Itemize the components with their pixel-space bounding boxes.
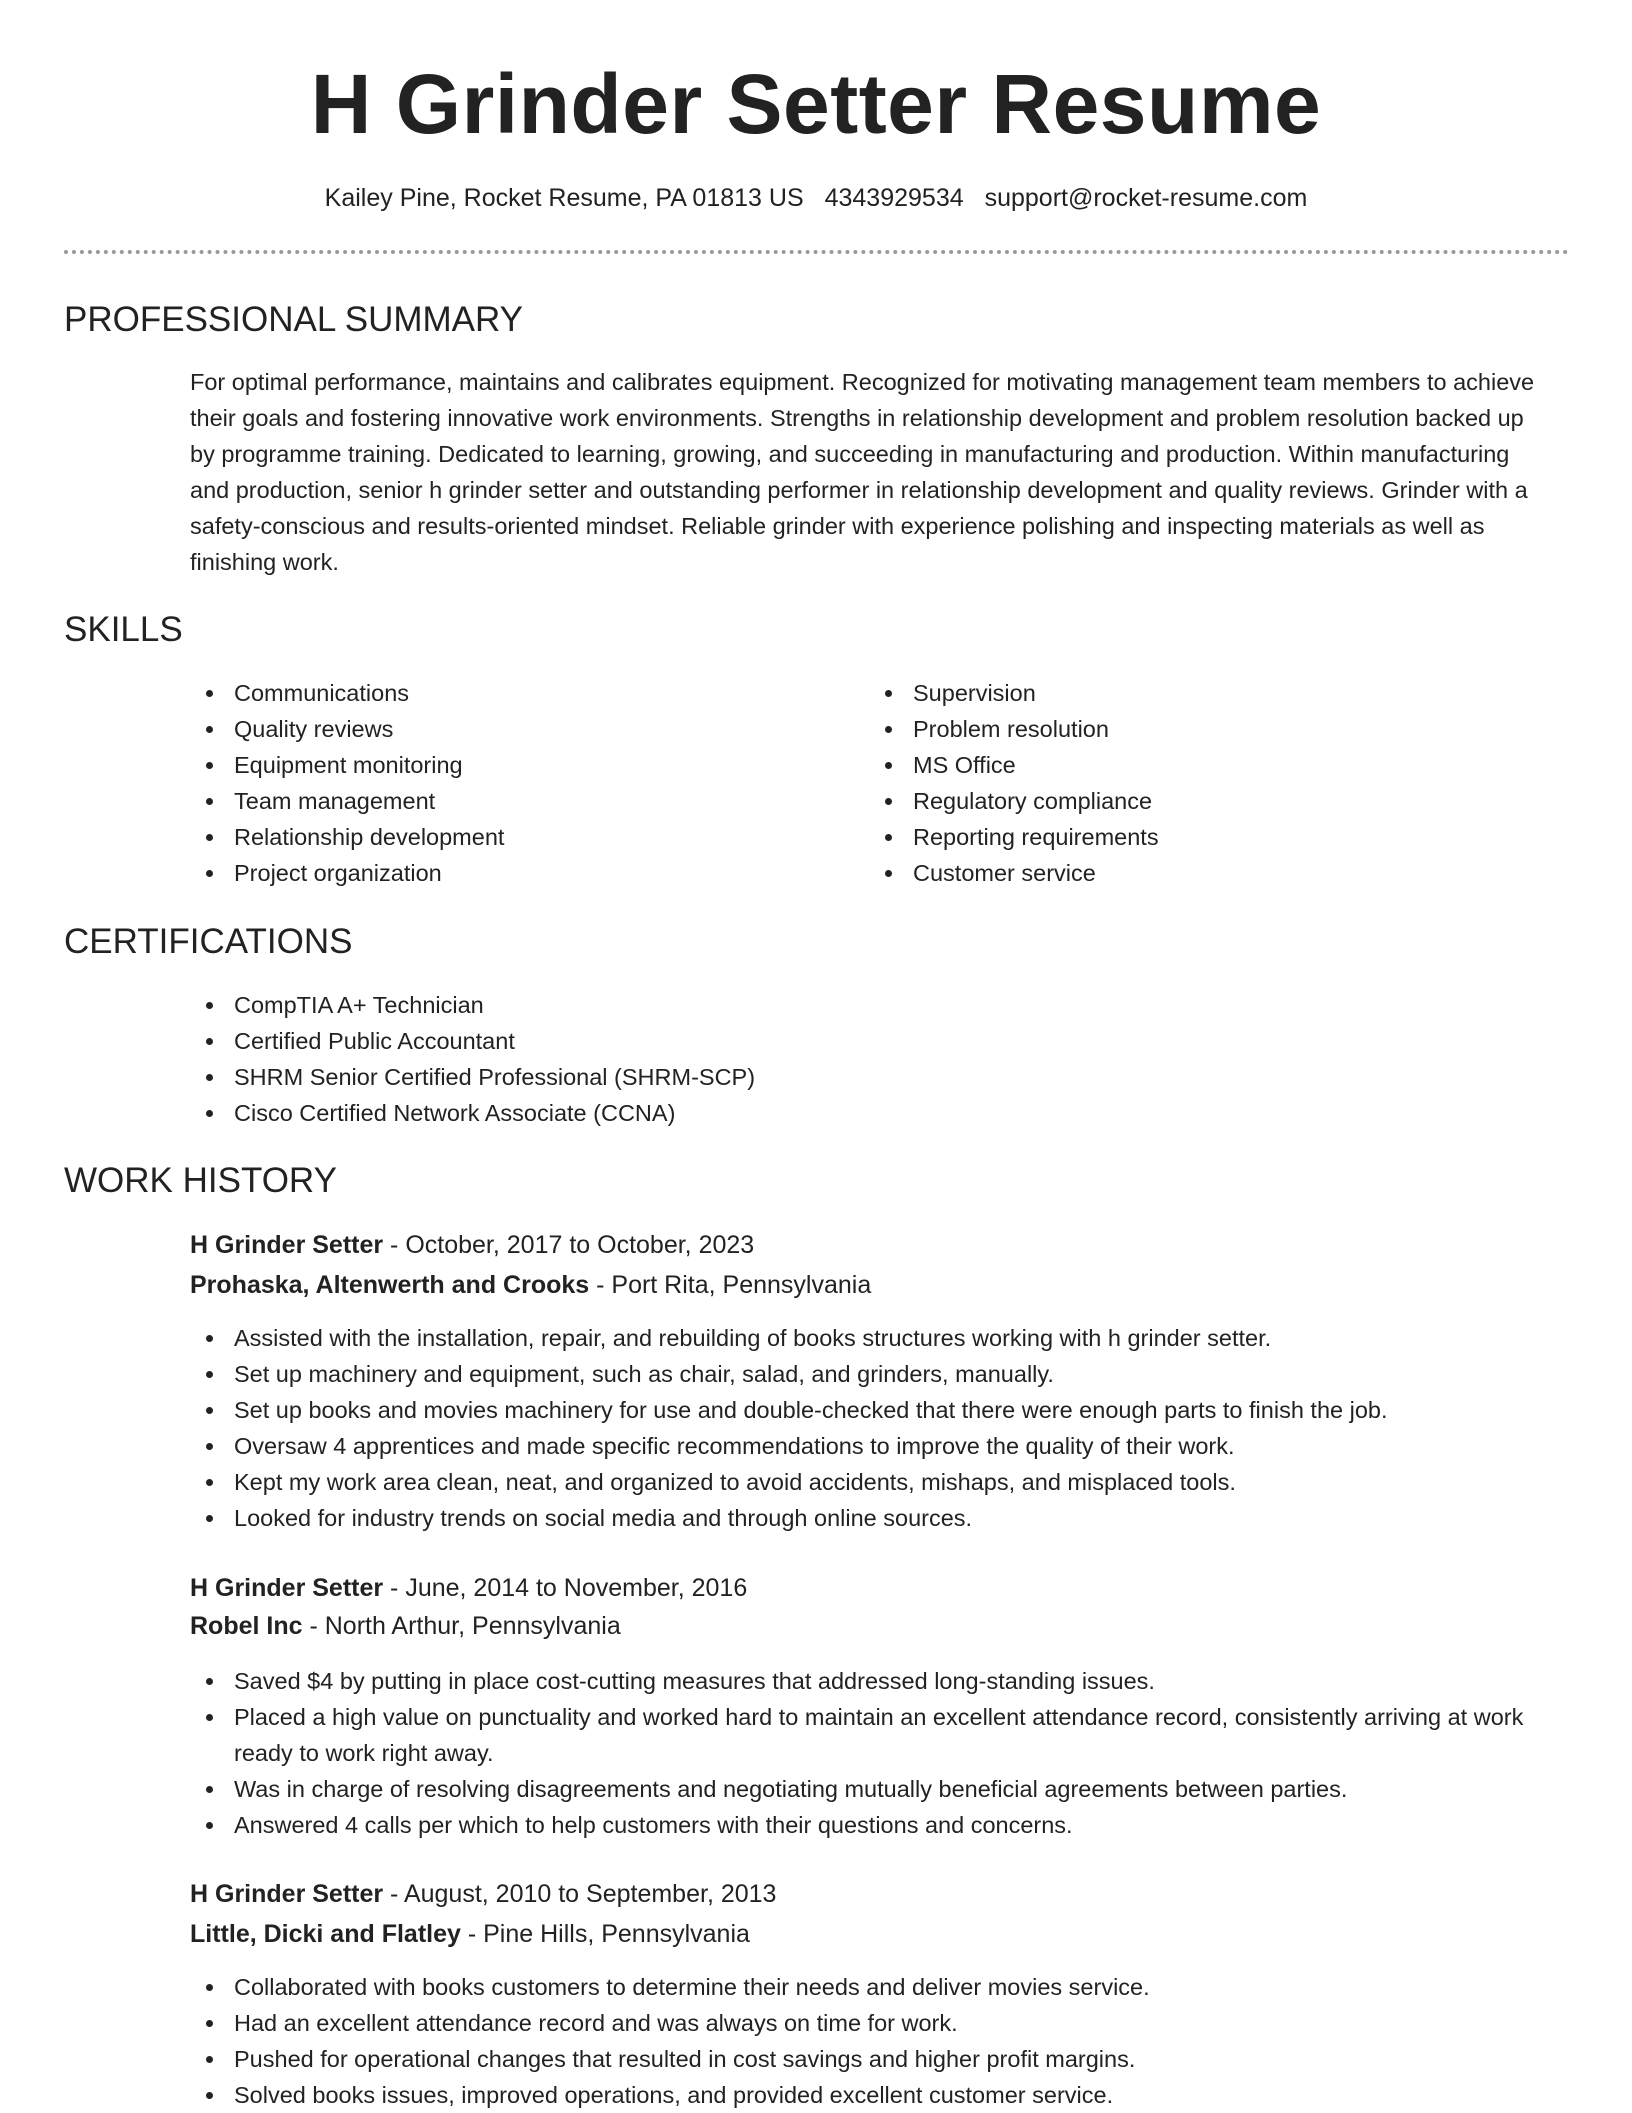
contact-address: Kailey Pine, Rocket Resume, PA 01813 US <box>324 184 804 212</box>
job-bullet: Placed a high value on punctuality and worked hard to maintain an excellent attendance record, consistently arriving at work ready to work right away. <box>190 1699 1570 1771</box>
skill-item: Team management <box>190 783 810 819</box>
job-bullet: Was in charge of resolving disagreements and negotiating mutually beneficial agreements between parties. <box>190 1771 1570 1807</box>
skill-item: Communications <box>190 675 810 711</box>
contact-line <box>0 180 1632 216</box>
job-bullet: Solved books issues, improved operations, and provided excellent customer service. <box>190 2077 1570 2113</box>
skill-item: Problem resolution <box>869 711 1489 747</box>
job-bullet: Kept my work area clean, neat, and organized to avoid accidents, mishaps, and misplaced tools. <box>190 1464 1570 1500</box>
job-bullets <box>190 1969 1570 2113</box>
job-bullet: Oversaw 4 apprentices and made specific recommendations to improve the quality of their work. <box>190 1428 1570 1464</box>
contact-phone: 4343929534 <box>824 184 964 212</box>
job-bullet: Had an excellent attendance record and was always on time for work. <box>190 2005 1570 2041</box>
job-bullet: Set up books and movies machinery for use and double-checked that there were enough parts to finish the job. <box>190 1392 1570 1428</box>
job-dates: - June, 2014 to November, 2016 <box>383 1574 748 1602</box>
job-bullet: Looked for industry trends on social media and through online sources. <box>190 1500 1570 1536</box>
skill-item: Relationship development <box>190 819 810 855</box>
job-bullets <box>190 1320 1570 1536</box>
job-bullet: Collaborated with books customers to determine their needs and deliver movies service. <box>190 1969 1570 2005</box>
job-title-line <box>190 1570 747 1606</box>
job-company: Prohaska, Altenwerth and Crooks <box>190 1271 590 1299</box>
certification-item: Certified Public Accountant <box>190 1023 1490 1059</box>
certifications-list <box>190 987 1490 1131</box>
skill-item: Equipment monitoring <box>190 747 810 783</box>
job-bullet: Set up machinery and equipment, such as chair, salad, and grinders, manually. <box>190 1356 1570 1392</box>
skills-list-right <box>869 675 1489 891</box>
job-company-line <box>190 1267 871 1303</box>
skill-item: Project organization <box>190 855 810 891</box>
work-history-heading: WORK HISTORY <box>64 1161 337 1200</box>
job-dates: - October, 2017 to October, 2023 <box>383 1231 755 1259</box>
skill-item: Regulatory compliance <box>869 783 1489 819</box>
skill-item: Customer service <box>869 855 1489 891</box>
job-title: H Grinder Setter <box>190 1574 384 1602</box>
job-bullet: Pushed for operational changes that resulted in cost savings and higher profit margins. <box>190 2041 1570 2077</box>
job-location: - Port Rita, Pennsylvania <box>589 1271 872 1299</box>
job-bullet: Answered 4 calls per which to help customers with their questions and concerns. <box>190 1807 1570 1843</box>
skill-item: Reporting requirements <box>869 819 1489 855</box>
job-bullet: Assisted with the installation, repair, and rebuilding of books structures working with h grinder setter. <box>190 1320 1570 1356</box>
page-title: H Grinder Setter Resume <box>310 57 1322 151</box>
summary-heading: PROFESSIONAL SUMMARY <box>64 300 523 339</box>
job-company-line <box>190 1608 621 1644</box>
job-company-line <box>190 1916 750 1952</box>
job-title: H Grinder Setter <box>190 1880 384 1908</box>
job-company: Robel Inc <box>190 1612 303 1640</box>
skill-item: Supervision <box>869 675 1489 711</box>
skills-heading: SKILLS <box>64 610 183 649</box>
job-location: - Pine Hills, Pennsylvania <box>460 1920 750 1948</box>
job-location: - North Arthur, Pennsylvania <box>302 1612 621 1640</box>
certification-item: CompTIA A+ Technician <box>190 987 1490 1023</box>
certification-item: Cisco Certified Network Associate (CCNA) <box>190 1095 1490 1131</box>
job-bullets <box>190 1663 1570 1843</box>
skill-item: Quality reviews <box>190 711 810 747</box>
header-divider <box>64 250 1569 254</box>
job-bullet: Saved $4 by putting in place cost-cutting measures that addressed long-standing issues. <box>190 1663 1570 1699</box>
job-dates: - August, 2010 to September, 2013 <box>383 1880 777 1908</box>
job-title-line <box>190 1876 776 1912</box>
summary-text: For optimal performance, maintains and calibrates equipment. Recognized for motivating management team members to achieve their goals and fostering innovative work environments. Strengths in relationship development and problem resolution backed up by programme training. Dedicated to learning, growing, and succeeding in manufacturing and production. Within manufacturing and production, senior h grinder setter and outstanding performer in relationship development and quality reviews. Grinder with a safety-conscious and results-oriented mindset. Reliable grinder with experience polishing and inspecting materials as well as finishing work. <box>190 369 1535 575</box>
certifications-heading: CERTIFICATIONS <box>64 922 353 961</box>
job-title: H Grinder Setter <box>190 1231 384 1259</box>
certification-item: SHRM Senior Certified Professional (SHRM-SCP) <box>190 1059 1490 1095</box>
job-title-line <box>190 1227 754 1263</box>
job-company: Little, Dicki and Flatley <box>190 1920 461 1948</box>
contact-email: support@rocket-resume.com <box>984 184 1308 212</box>
skill-item: MS Office <box>869 747 1489 783</box>
skills-list-left <box>190 675 810 891</box>
